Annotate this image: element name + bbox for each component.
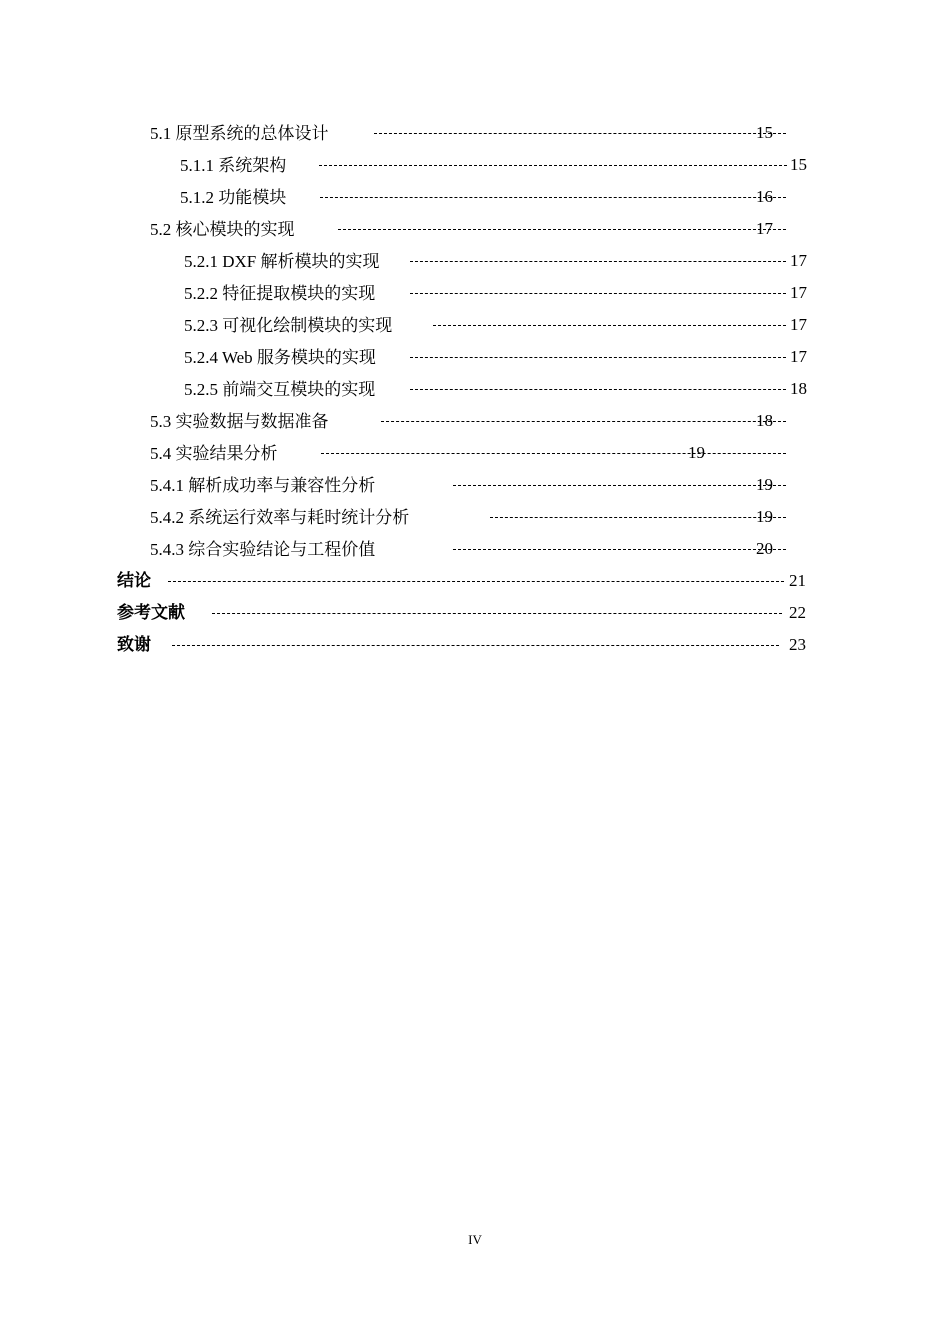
toc-leader [212,613,782,614]
toc-entry-label: 5.4.3 综合实验结论与工程价值 [150,539,376,559]
toc-entry-label: 5.1 原型系统的总体设计 [150,123,329,143]
toc-entry-label: 5.4 实验结果分析 [150,443,278,463]
toc-entry-label: 参考文献 [117,602,185,623]
toc-entry-label: 5.4.2 系统运行效率与耗时统计分析 [150,507,410,527]
toc-entry[interactable] [184,373,810,405]
toc-entry-label: 5.2.5 前端交互模块的实现 [184,379,376,399]
toc-leader [453,485,786,486]
toc-leader [374,133,786,134]
toc-entry-label: 5.1.2 功能模块 [180,187,287,207]
toc-leader [321,453,786,454]
toc-page-number: 15 [790,155,807,174]
toc-page-number: 19 [756,507,773,526]
toc-entry[interactable] [150,437,810,469]
toc-entry-label: 致谢 [117,634,151,655]
toc-entry[interactable] [117,565,810,597]
toc-page-number: 20 [756,539,773,558]
toc-entry[interactable] [184,245,810,277]
toc-entry[interactable] [150,117,810,149]
toc-leader [319,165,787,166]
toc-page-number: 17 [790,251,807,270]
toc-page-number: 18 [790,379,807,398]
toc-leader [453,549,786,550]
toc-entry[interactable] [150,213,810,245]
toc-leader [172,645,779,646]
toc-leader [410,389,786,390]
toc-entry[interactable] [150,469,810,501]
toc-entry[interactable] [184,277,810,309]
toc-page-number: 22 [789,603,806,622]
toc-entry-label: 5.2.4 Web 服务模块的实现 [184,347,376,367]
toc-leader [433,325,786,326]
toc-page-number: 23 [789,635,806,654]
toc-leader [410,357,786,358]
toc-page-number: 17 [790,315,807,334]
toc-entry-label: 5.1.1 系统架构 [180,155,287,175]
toc-entry-label: 结论 [117,570,151,591]
toc-entry[interactable] [184,341,810,373]
page-footer [0,1232,950,1248]
toc-page-number: 18 [756,411,773,430]
toc-leader [490,517,786,518]
toc-leader [338,229,786,230]
toc-entry-label: 5.2 核心模块的实现 [150,219,295,239]
toc-leader [410,293,786,294]
toc-entry-label: 5.2.1 DXF 解析模块的实现 [184,251,380,271]
toc-entry-label: 5.2.2 特征提取模块的实现 [184,283,376,303]
toc-page-number: 15 [756,123,773,142]
toc-entry[interactable] [180,149,810,181]
toc-page-number: 19 [756,475,773,494]
toc-page-number: 19 [688,443,705,462]
toc-entry-label: 5.4.1 解析成功率与兼容性分析 [150,475,376,495]
toc-entry[interactable] [150,405,810,437]
toc-entry-label: 5.2.3 可视化绘制模块的实现 [184,315,393,335]
toc-page-number: 17 [790,283,807,302]
toc-leader [168,581,784,582]
toc-entry[interactable] [184,309,810,341]
toc-leader [320,197,786,198]
toc-page-number: 21 [789,571,806,590]
toc-entry[interactable] [150,501,810,533]
toc-page-number: 17 [756,219,773,238]
toc-page-number: 16 [756,187,773,206]
toc-leader [381,421,786,422]
toc-entry-label: 5.3 实验数据与数据准备 [150,411,329,431]
toc-entry[interactable] [180,181,810,213]
toc-entry[interactable] [150,533,810,565]
toc-entry[interactable] [117,597,810,629]
footer-page-number: IV [468,1232,482,1247]
toc-leader [410,261,786,262]
toc-entry[interactable] [117,629,810,661]
toc-page-number: 17 [790,347,807,366]
